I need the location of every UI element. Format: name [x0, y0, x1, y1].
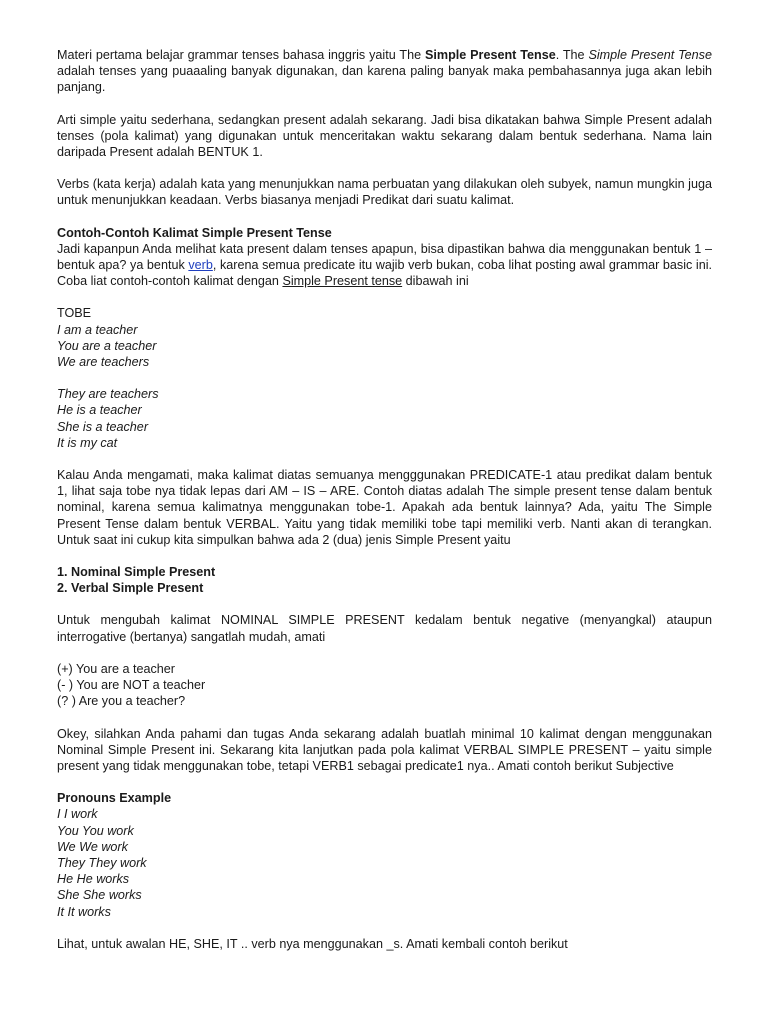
pronouns-heading: Pronouns Example [57, 791, 172, 806]
tobe-example: We are teachers [57, 355, 150, 370]
examples-heading: Contoh-Contoh Kalimat Simple Present Tense [57, 225, 332, 240]
tobe-example: I am a teacher [57, 322, 138, 337]
nominal-paragraph: Untuk mengubah kalimat NOMINAL SIMPLE PRESENT kedalam bentuk negative (menyangkal) ataupun interrogative (bertanya) sangatlah mudah, amati [57, 613, 712, 644]
form-item: (- ) You are NOT a teacher [57, 678, 206, 693]
pronoun-example: I I work [57, 807, 98, 822]
tobe-block [57, 305, 712, 451]
task-paragraph: Okey, silahkan Anda pahami dan tugas Anda sekarang adalah buatlah minimal 10 kalimat dengan menggunakan Nominal Simple Present ini. Sekarang kita lanjutkan pada pola kalimat VERBAL SIMPLE PRESENT – yaitu simple present yang tidak menggunakan tobe, tetapi VERB1 sebagai predicate1 nya.. Amati contoh berikut Subjective [57, 726, 712, 773]
tobe-example: You are a teacher [57, 338, 157, 353]
closing-paragraph: Lihat, untuk awalan HE, SHE, IT .. verb nya menggunakan _s. Amati kembali contoh berikut [57, 936, 568, 951]
pronouns-block [57, 790, 712, 920]
pronoun-example: She She works [57, 888, 142, 903]
pronoun-example: They They work [57, 855, 147, 870]
type-item: 1. Nominal Simple Present [57, 565, 216, 580]
tobe-example: They are teachers [57, 387, 159, 402]
pronoun-example: It It works [57, 904, 111, 919]
tobe-example: She is a teacher [57, 419, 149, 434]
intro-text-a: Materi pertama belajar grammar tenses bahasa inggris yaitu The [57, 48, 425, 62]
types-list [57, 564, 712, 596]
simple-present-underlined: Simple Present tense [282, 274, 403, 289]
intro-text-e: adalah tenses yang puaaaling banyak digunakan, dan karena paling banyak maka pembahasannya juga akan lebih panjang. [57, 64, 712, 95]
form-item: (+) You are a teacher [57, 661, 175, 676]
tobe-label: TOBE [57, 306, 92, 321]
tobe-example: He is a teacher [57, 403, 142, 418]
examples-text-c: dibawah ini [402, 274, 469, 289]
intro-bold-term: Simple Present Tense [424, 48, 556, 62]
pronoun-example: We We work [57, 839, 128, 854]
pronoun-example: He He works [57, 872, 130, 887]
verbs-paragraph: Verbs (kata kerja) adalah kata yang menunjukkan nama perbuatan yang dilakukan oleh subyek, namun mungkin juga untuk menunjukkan keadaan. Verbs biasanya menjadi Predikat dari suatu kalimat. [57, 177, 712, 208]
examples-text-a: Jadi kapanpun Anda melihat kata present dalam tenses apapun, bisa dipastikan bahwa dia menggunakan bentuk 1 – bentuk apa? ya bentuk [57, 241, 712, 273]
forms-list [57, 661, 712, 710]
tobe-example: It is my cat [57, 435, 118, 450]
examples-paragraph [57, 241, 712, 290]
type-item: 2. Verbal Simple Present [57, 581, 204, 596]
intro-paragraph [57, 47, 712, 96]
intro-italic-term: Simple Present Tense [588, 48, 712, 62]
examples-text-b: , karena semua predicate itu wajib verb bukan, coba lihat posting awal grammar basic ini. Coba liat contoh-contoh kalimat dengan [57, 258, 713, 289]
intro-text-c: . The [555, 48, 589, 62]
pronoun-example: You You work [57, 823, 134, 838]
definition-paragraph: Arti simple yaitu sederhana, sedangkan present adalah sekarang. Jadi bisa dikatakan bahwa Simple Present adalah tenses (pola kalimat) yang digunakan untuk menceritakan waktu sekarang dalam bentuk sederhana. Nama lain daripada Present adalah BENTUK 1. [57, 112, 712, 160]
observation-paragraph: Kalau Anda mengamati, maka kalimat diatas semuanya mengggunakan PREDICATE-1 atau predikat dalam bentuk 1, lihat saja tobe nya tidak lepas dari AM – IS – ARE. Contoh diatas adalah The simple present tense dalam bentuk nominal, karena semua kalimatnya menggunakan tobe-1. Apakah ada bentuk lainnya? Ada, yaitu The Simple Present Tense dalam bentuk VERBAL. Yaitu yang tidak memiliki tobe tapi memiliki verb. Nanti akan di terangkan. Untuk saat ini cukup kita simpulkan bahwa ada 2 (dua) jenis Simple Present yaitu [57, 468, 712, 547]
form-item: (? ) Are you a teacher? [57, 694, 186, 709]
verb-link[interactable]: verb [188, 258, 213, 273]
